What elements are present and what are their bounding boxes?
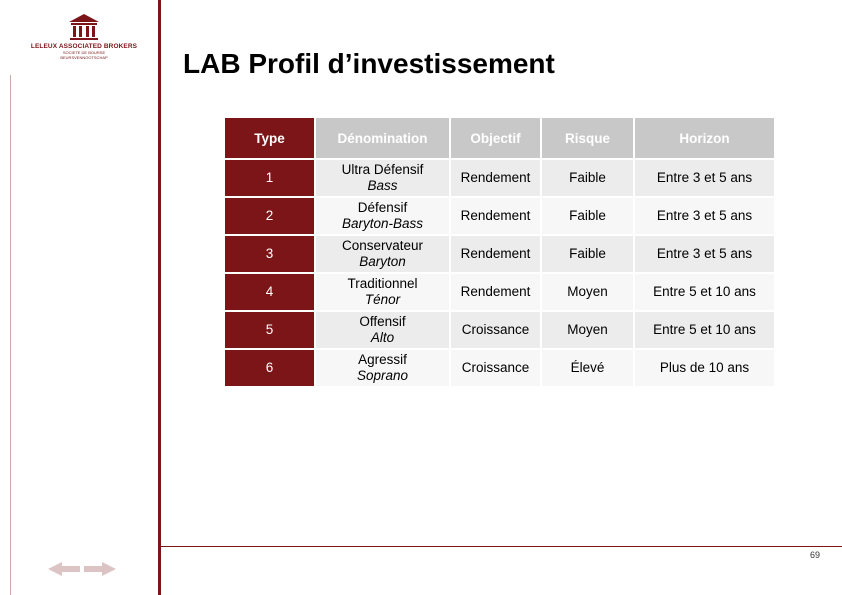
horizon-cell: Entre 3 et 5 ans: [635, 198, 774, 234]
objectif-cell: Rendement: [451, 160, 540, 196]
denomination-cell: [316, 350, 449, 386]
type-cell: 1: [225, 160, 314, 196]
denomination-label: Défensif: [357, 200, 408, 215]
denomination-cell: [316, 274, 449, 310]
risque-cell: Faible: [542, 160, 633, 196]
voice-label: Baryton: [359, 254, 406, 269]
horizon-cell: Plus de 10 ans: [635, 350, 774, 386]
type-cell: 2: [225, 198, 314, 234]
page-title: LAB Profil d’investissement: [183, 48, 555, 79]
table-row: [225, 312, 774, 348]
denomination-label: Traditionnel: [347, 276, 418, 291]
denomination-cell: [316, 160, 449, 196]
voice-label: Ténor: [364, 292, 401, 307]
objectif-cell: Croissance: [451, 312, 540, 348]
type-cell: 3: [225, 236, 314, 272]
denomination-label: Conservateur: [341, 238, 424, 253]
column-header-type: Type: [225, 118, 314, 158]
logo-company-name: LELEUX ASSOCIATED BROKERS: [30, 43, 138, 50]
denomination-label: Agressif: [358, 352, 407, 367]
risque-cell: Faible: [542, 236, 633, 272]
objectif-cell: Rendement: [451, 236, 540, 272]
company-logo: [14, 12, 154, 72]
column-header-objectif: Objectif: [451, 118, 540, 158]
objectif-cell: Rendement: [451, 198, 540, 234]
type-cell: 6: [225, 350, 314, 386]
logo-subtitle-1: SOCIETE DE BOURSE: [62, 50, 106, 55]
table-row: [225, 198, 774, 234]
objectif-cell: Rendement: [451, 274, 540, 310]
voice-label: Soprano: [356, 368, 409, 383]
column-header-horizon: Horizon: [635, 118, 774, 158]
voice-label: Alto: [370, 330, 395, 345]
horizon-cell: Entre 3 et 5 ans: [635, 236, 774, 272]
risque-cell: Moyen: [542, 274, 633, 310]
denomination-label: Offensif: [359, 314, 406, 329]
previous-arrow-icon[interactable]: [48, 562, 80, 576]
type-cell: 5: [225, 312, 314, 348]
horizon-cell: Entre 5 et 10 ans: [635, 274, 774, 310]
column-header-risque: Risque: [542, 118, 633, 158]
table-row: [225, 274, 774, 310]
table-header-row: [225, 118, 774, 158]
denomination-label: Ultra Défensif: [341, 162, 424, 177]
slide-navigation: [46, 560, 118, 578]
denomination-cell: [316, 236, 449, 272]
table-row: [225, 236, 774, 272]
voice-label: Bass: [367, 178, 398, 193]
sidebar-divider: [158, 0, 161, 595]
table-row: [225, 350, 774, 386]
next-arrow-icon[interactable]: [84, 562, 116, 576]
column-header-denomination: Dénomination: [316, 118, 449, 158]
objectif-cell: Croissance: [451, 350, 540, 386]
type-cell: 4: [225, 274, 314, 310]
building-logo-icon: [67, 12, 101, 42]
investment-profile-table: [223, 116, 776, 388]
risque-cell: Élevé: [542, 350, 633, 386]
footer-rule: [161, 546, 842, 547]
denomination-cell: [316, 312, 449, 348]
horizon-cell: Entre 3 et 5 ans: [635, 160, 774, 196]
risque-cell: Moyen: [542, 312, 633, 348]
denomination-cell: [316, 198, 449, 234]
risque-cell: Faible: [542, 198, 633, 234]
logo-subtitle-2: BEURSVENNOOTSCHAP: [60, 55, 108, 60]
left-margin-line: [10, 75, 11, 595]
voice-label: Baryton-Bass: [341, 216, 424, 231]
table-row: [225, 160, 774, 196]
horizon-cell: Entre 5 et 10 ans: [635, 312, 774, 348]
page-number: 69: [810, 550, 821, 560]
